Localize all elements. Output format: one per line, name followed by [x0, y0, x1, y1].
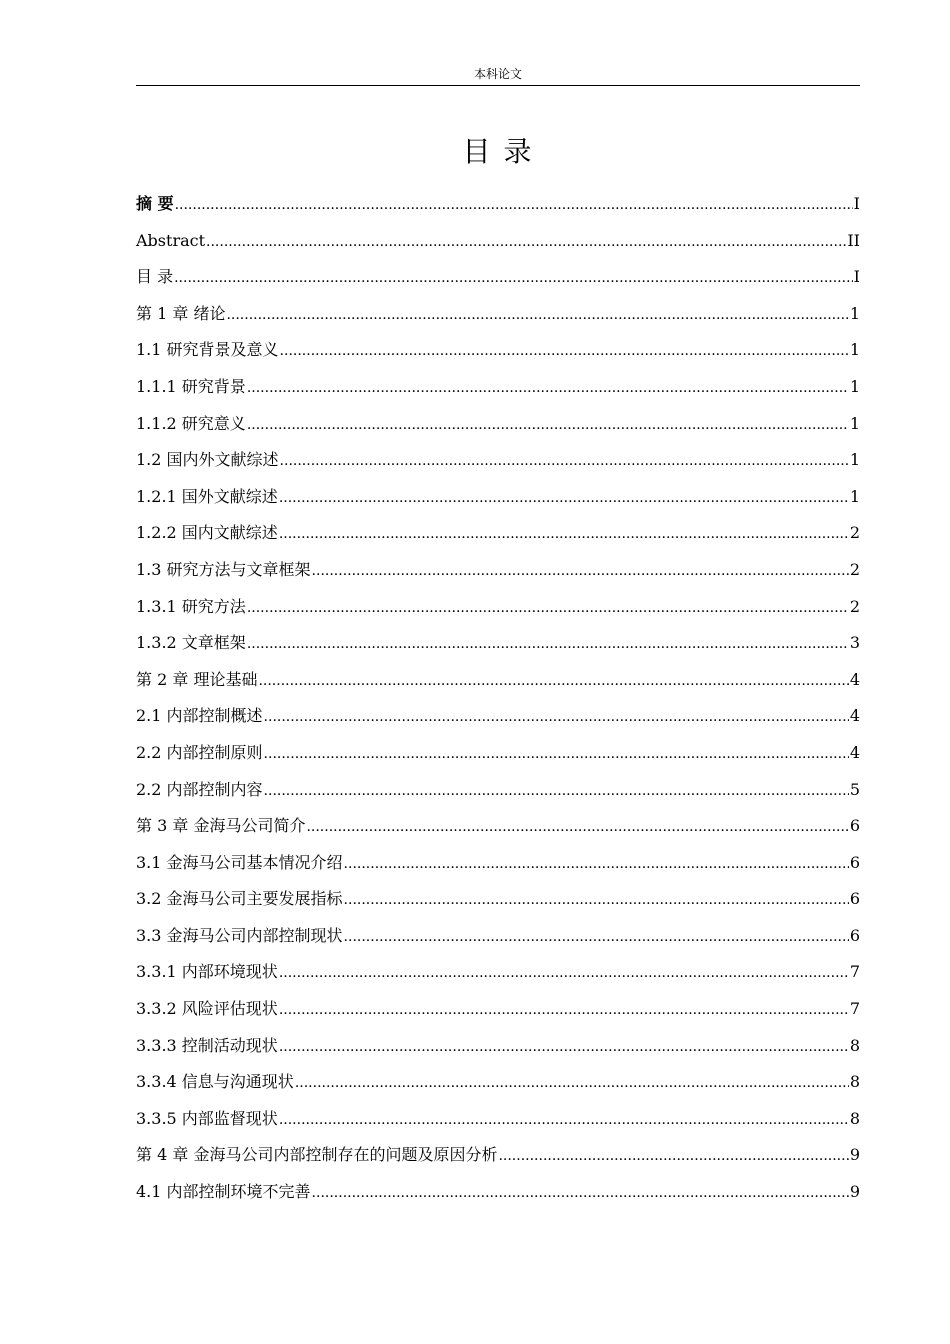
- toc-entry-page-number: 8: [849, 1108, 860, 1128]
- toc-entry-page-number: 9: [849, 1145, 860, 1165]
- toc-entry-page-number: 1: [849, 303, 860, 323]
- toc-entry[interactable]: [136, 338, 860, 375]
- toc-dot-leader: [247, 632, 849, 656]
- toc-entry-label: 1.2.2 国内文献综述: [136, 523, 278, 543]
- toc-dot-leader: [175, 193, 853, 217]
- toc-entry-label: 3.3.5 内部监督现状: [136, 1108, 278, 1128]
- toc-entry-label: 1.3.1 研究方法: [136, 596, 246, 616]
- toc-entry[interactable]: [136, 631, 860, 668]
- toc-entry-label: 第 3 章 金海马公司简介: [136, 816, 306, 836]
- toc-dot-leader: [279, 1035, 849, 1059]
- header-rule: [136, 85, 860, 86]
- toc-entry-page-number: 6: [849, 889, 860, 909]
- toc-entry-label: 3.3 金海马公司内部控制现状: [136, 925, 343, 945]
- toc-entry-page-number: 6: [849, 925, 860, 945]
- toc-entry[interactable]: [136, 192, 860, 229]
- toc-dot-leader: [206, 230, 846, 254]
- toc-entry[interactable]: [136, 1180, 860, 1217]
- toc-entry-label: 第 1 章 绪论: [136, 303, 226, 323]
- toc-entry-page-number: 1: [849, 340, 860, 360]
- toc-entry-label: 1.3 研究方法与文章框架: [136, 559, 311, 579]
- toc-entry-label: 1.1 研究背景及意义: [136, 340, 279, 360]
- toc-entry[interactable]: [136, 265, 860, 302]
- toc-dot-leader: [264, 779, 849, 803]
- toc-entry[interactable]: [136, 229, 860, 266]
- toc-entry-label: 目 录: [136, 267, 174, 287]
- toc-dot-leader: [247, 596, 849, 620]
- toc-entry-page-number: 4: [849, 669, 860, 689]
- toc-dot-leader: [247, 376, 849, 400]
- toc-dot-leader: [264, 705, 849, 729]
- toc-entry[interactable]: [136, 302, 860, 339]
- toc-entry-page-number: 1: [849, 376, 860, 396]
- toc-entry-page-number: 6: [849, 852, 860, 872]
- toc-entry-page-number: 9: [849, 1182, 860, 1202]
- toc-dot-leader: [306, 815, 848, 839]
- toc-entry[interactable]: [136, 1034, 860, 1071]
- toc-entry[interactable]: [136, 741, 860, 778]
- toc-entry[interactable]: [136, 851, 860, 888]
- toc-dot-leader: [280, 339, 849, 363]
- toc-entry[interactable]: [136, 448, 860, 485]
- toc-dot-leader: [295, 1071, 849, 1095]
- toc-dot-leader: [247, 413, 849, 437]
- toc-dot-leader: [312, 559, 849, 583]
- toc-dot-leader: [226, 303, 848, 327]
- toc-entry[interactable]: [136, 778, 860, 815]
- toc-dot-leader: [344, 852, 849, 876]
- toc-dot-leader: [258, 669, 848, 693]
- toc-dot-leader: [344, 925, 849, 949]
- toc-entry-page-number: 4: [849, 742, 860, 762]
- toc-entry-label: 2.1 内部控制概述: [136, 706, 263, 726]
- toc-entry-label: 3.3.3 控制活动现状: [136, 1035, 278, 1055]
- toc-entry-label: 3.1 金海马公司基本情况介绍: [136, 852, 343, 872]
- toc-entry[interactable]: [136, 960, 860, 997]
- toc-list: [136, 192, 860, 1217]
- toc-dot-leader: [312, 1181, 849, 1205]
- toc-dot-leader: [280, 449, 849, 473]
- toc-entry[interactable]: [136, 997, 860, 1034]
- toc-entry-label: 3.3.2 风险评估现状: [136, 999, 278, 1019]
- toc-dot-leader: [279, 1108, 849, 1132]
- toc-entry-label: 摘 要: [136, 194, 174, 213]
- toc-entry-page-number: 2: [849, 559, 860, 579]
- toc-entry[interactable]: [136, 668, 860, 705]
- toc-entry-label: 1.2.1 国外文献综述: [136, 486, 278, 506]
- toc-entry-page-number: 2: [849, 523, 860, 543]
- toc-entry-label: 1.1.1 研究背景: [136, 376, 246, 396]
- toc-entry-label: 第 2 章 理论基础: [136, 669, 258, 689]
- toc-entry-page-number: 1: [849, 450, 860, 470]
- toc-entry-page-number: 2: [849, 596, 860, 616]
- toc-entry-page-number: 1: [849, 413, 860, 433]
- toc-entry-page-number: 8: [849, 1035, 860, 1055]
- toc-entry[interactable]: [136, 1070, 860, 1107]
- toc-entry-label: 4.1 内部控制环境不完善: [136, 1182, 311, 1202]
- toc-entry-label: 3.3.1 内部环境现状: [136, 962, 278, 982]
- toc-dot-leader: [344, 888, 849, 912]
- toc-entry-page-number: 3: [849, 633, 860, 653]
- toc-dot-leader: [279, 486, 849, 510]
- toc-entry[interactable]: [136, 485, 860, 522]
- toc-entry[interactable]: [136, 704, 860, 741]
- toc-entry[interactable]: [136, 521, 860, 558]
- toc-entry[interactable]: [136, 924, 860, 961]
- toc-title: 目 录: [462, 135, 534, 168]
- running-header: 本科论文: [473, 67, 522, 81]
- toc-entry-page-number: 7: [849, 962, 860, 982]
- toc-entry-label: 1.2 国内外文献综述: [136, 450, 279, 470]
- toc-entry-label: 2.2 内部控制内容: [136, 779, 263, 799]
- toc-entry-label: 3.3.4 信息与沟通现状: [136, 1072, 294, 1092]
- toc-entry-label: Abstract: [136, 230, 206, 250]
- toc-dot-leader: [279, 961, 849, 985]
- toc-entry-label: 1.1.2 研究意义: [136, 413, 246, 433]
- toc-entry-page-number: 1: [849, 486, 860, 506]
- toc-entry[interactable]: [136, 1143, 860, 1180]
- toc-entry-label: 第 4 章 金海马公司内部控制存在的问题及原因分析: [136, 1145, 498, 1165]
- toc-entry-label: 1.3.2 文章框架: [136, 633, 246, 653]
- toc-entry-page-number: II: [847, 230, 860, 250]
- toc-dot-leader: [279, 522, 849, 546]
- toc-entry[interactable]: [136, 814, 860, 851]
- toc-entry[interactable]: [136, 375, 860, 412]
- toc-entry-label: 3.2 金海马公司主要发展指标: [136, 889, 343, 909]
- toc-entry[interactable]: [136, 595, 860, 632]
- toc-entry[interactable]: [136, 1107, 860, 1144]
- toc-dot-leader: [264, 742, 849, 766]
- toc-entry[interactable]: [136, 887, 860, 924]
- toc-entry[interactable]: [136, 558, 860, 595]
- toc-entry-page-number: I: [853, 194, 860, 213]
- toc-entry[interactable]: [136, 412, 860, 449]
- toc-dot-leader: [174, 266, 853, 290]
- toc-entry-page-number: 5: [849, 779, 860, 799]
- toc-entry-page-number: 4: [849, 706, 860, 726]
- toc-dot-leader: [498, 1144, 848, 1168]
- toc-entry-page-number: 8: [849, 1072, 860, 1092]
- toc-entry-page-number: 6: [849, 816, 860, 836]
- toc-dot-leader: [279, 998, 849, 1022]
- toc-entry-page-number: 7: [849, 999, 860, 1019]
- toc-entry-page-number: I: [853, 267, 860, 287]
- toc-entry-label: 2.2 内部控制原则: [136, 742, 263, 762]
